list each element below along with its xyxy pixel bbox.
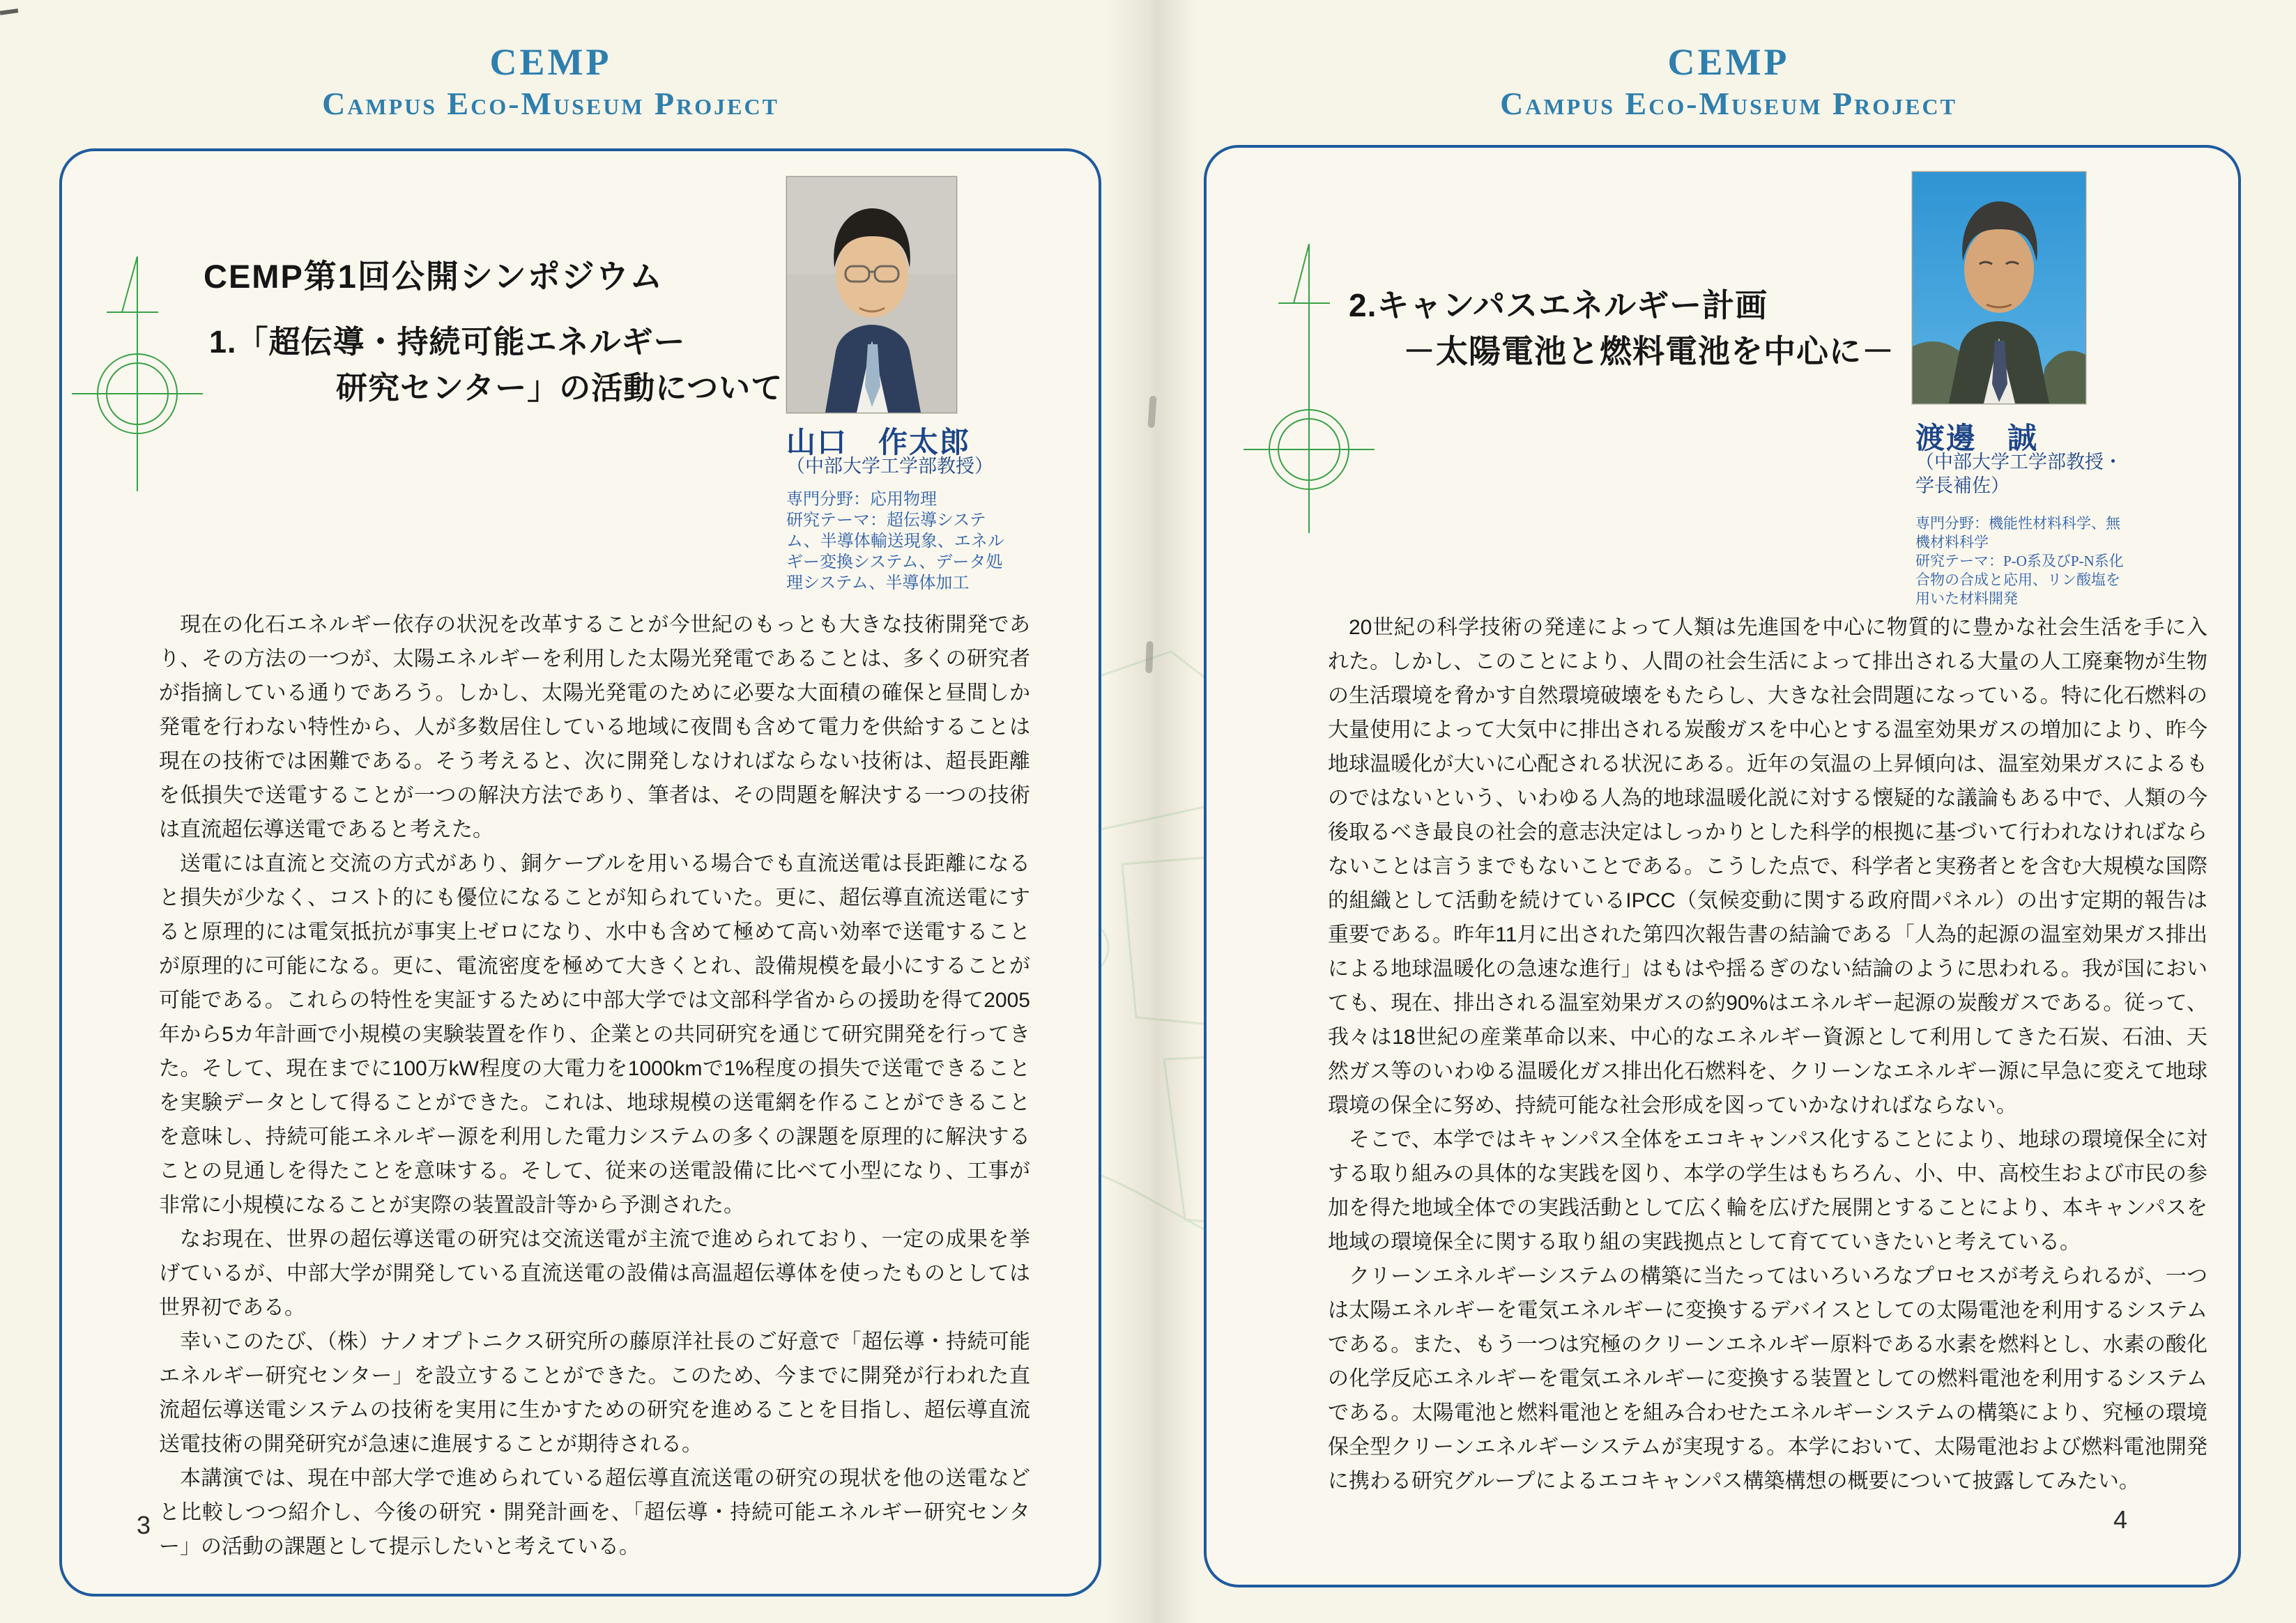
speaker-photo-watanabe xyxy=(1912,171,2086,404)
scan-artifact xyxy=(0,8,18,15)
right-page-header xyxy=(1443,40,2014,122)
paragraph: そこで、本学ではキャンパス全体をエコキャンパス化することにより、地球の環境保全に対する取り組みの具体的な実践を図り、本学の学生はもちろん、小、中、高校生および市民の参加を得た地域全体での実践活動として広く輪を広げた展開とすることにより、本キャンパスを地域の環境保全に関する取り組の実践拠点として育てていきたいと考えている。 xyxy=(1328,1128,2207,1254)
left-lecture-title xyxy=(209,319,783,411)
speaker-affiliation: （中部大学工学部教授） xyxy=(786,456,993,477)
center-fold-shadow xyxy=(1107,0,1197,1623)
left-lecture-title-line1: 1.「超伝導・持続可能エネルギー xyxy=(209,324,686,360)
speaker-research-theme: 研究テーマ：P-O系及びP-N系化合物の合成と応用、リン酸塩を用いた材料開発 xyxy=(1915,553,2124,607)
paragraph: 送電には直流と交流の方式があり、銅ケーブルを用いる場合でも直流送電は長距離になると損失が少なく、コスト的にも優位になることが知られていた。更に、超伝導直流送電にすると原理的には電気抵抗が事実上ゼロになり、水中も含めて極めて高い効率で送電することが原理的に可能になる。更に、電流密度を極めて大きくとれ、設備規模を最小にすることが可能である。これらの特性を実証するために中部大学では文部科学省からの援助を得て2005年から5カ年計画で小規模の実験装置を作り、企業との共同研究を通じて研究開発を行ってきた。そして、現在までに100万kW程度の大電力を1000kmで1%程度の損失で送電できることを実験データとして得ることができた。これは、地球規模の送電網を作ることができることを意味し、持続可能エネルギー源を利用した電力システムの多くの課題を原理的に解決することの見通しを得たことを意味する。そして、従来の送電設備に比べて小型になり、工事が非常に小規模になることが実際の装置設計等から予測された。 xyxy=(159,852,1030,1217)
speaker-profile xyxy=(1915,514,2132,608)
speaker-name: 山口 作太郎 xyxy=(786,427,971,459)
left-lecture-title-line2: 研究センター」の活動について xyxy=(336,370,783,406)
speaker-specialty: 専門分野：応用物理 xyxy=(786,491,937,509)
right-lecture-title-line1: 2.キャンパスエネルギー計画 xyxy=(1349,287,1768,323)
speaker-specialty: 専門分野：機能性材料科学、無機材料科学 xyxy=(1915,515,2120,551)
drafting-registration-mark xyxy=(66,237,220,509)
binding-mark xyxy=(1147,396,1156,429)
page-number-left: 3 xyxy=(137,1511,151,1539)
speaker-photo-yamaguchi xyxy=(786,176,957,413)
speaker-research-theme: 研究テーマ：超伝導システム、半導体輸送現象、エネルギー変換システム、データ処理システム、半導体加工 xyxy=(786,511,1004,592)
left-page-header xyxy=(265,40,836,122)
binding-mark xyxy=(1145,641,1154,673)
speaker-profile xyxy=(786,489,1009,594)
speaker-name: 渡邊 誠 xyxy=(1915,423,2039,455)
paragraph: 現在の化石エネルギー依存の状況を改革することが今世紀のもっとも大きな技術開発であり、その方法の一つが、太陽エネルギーを利用した太陽光発電であることは、多くの研究者が指摘している通りであろう。しかし、太陽光発電のために必要な大面積の確保と昼間しか発電を行わない特性から、人が多数居住している地域に夜間も含めて電力を供給することは現在の技術では困難である。そう考えると、次に開発しなければならない技術は、超長距離を低損失で送電することが一つの解決方法であり、筆者は、その問題を解決する一つの技術は直流超伝導送電であると考えた。 xyxy=(159,613,1030,841)
drafting-registration-mark xyxy=(1238,233,1391,540)
left-symposium-title: CEMP第1回公開シンポジウム xyxy=(204,258,664,295)
paragraph: 本講演では、現在中部大学で進められている超伝導直流送電の研究の現状を他の送電などと比較しつつ紹介し、今後の研究・開発計画を、「超伝導・持続可能エネルギー研究センター」の活動の課題として提示したいと考えている。 xyxy=(159,1467,1030,1558)
paragraph: 幸いこのたび、（株）ナノオプトニクス研究所の藤原洋社長のご好意で「超伝導・持続可能エネルギー研究センター」を設立することができた。このため、今までに開発が行われた直流超伝導送電システムの技術を実用に生かすための研究を進めることを目指し、超伝導直流送電技術の開発研究が急速に進展することが期待される。 xyxy=(159,1330,1030,1456)
paragraph: クリーンエネルギーシステムの構築に当たってはいろいろなプロセスが考えられるが、一つは太陽エネルギーを電気エネルギーに変換するデバイスとしての太陽電池を利用するシステムである。また、もう一つは究極のクリーンエネルギー原料である水素を燃料とし、水素の酸化の化学反応エネルギーを電気エネルギーに変換する装置としての燃料電池を利用するシステムである。太陽電池と燃料電池とを組み合わせたエネルギーシステムの構築により、究極の環境保全型クリーンエネルギーシステムが実現する。本学において、太陽電池および燃料電池開発に携わる研究グループによるエコキャンパス構築構想の概要について披露してみたい。 xyxy=(1328,1265,2207,1493)
right-lecture-title xyxy=(1349,282,1895,374)
cemp-subtitle-text: Campus Eco-Museum Project xyxy=(322,86,779,121)
page-number-right: 4 xyxy=(2113,1505,2128,1534)
cemp-logo-text: CEMP xyxy=(489,41,612,83)
paragraph: なお現在、世界の超伝導送電の研究は交流送電が主流で進められており、一定の成果を挙げているが、中部大学が開発している直流送電の設備は高温超伝導体を使ったものとしては世界初である。 xyxy=(159,1228,1030,1319)
cemp-subtitle-text: Campus Eco-Museum Project xyxy=(1500,86,1957,121)
right-lecture-title-line2: －太陽電池と燃料電池を中心に－ xyxy=(1403,333,1895,369)
paragraph: 20世紀の科学技術の発達によって人類は先進国を中心に物質的に豊かな社会生活を手に入れた。しかし、このことにより、人間の社会生活によって排出される大量の人工廃棄物が生物の生活環境を脅かす自然環境破壊をもたらし、大きな社会問題になっている。特に化石燃料の大量使用によって大気中に排出される炭酸ガスを中心とする温室効果ガスの増加により、昨今地球温暖化が大いに心配される状況にある。近年の気温の上昇傾向は、温室効果ガスによるものではないという、いわゆる人為的地球温暖化説に対する懐疑的な議論もある中で、人類の今後取るべき最良の社会的意志決定はしっかりとした科学的根拠に基づいて行われなければならないことは言うまでもないことである。こうした点で、科学者と実務者とを含む大規模な国際的組織として活動を続けているIPCC（気候変動に関する政府間パネル）の出す定期的報告は重要である。昨年11月に出された第四次報告書の結論である「人為的起源の温室効果ガス排出による地球温暖化の急速な進行」はもはや揺るぎのない結論のように思われる。我が国においても、現在、排出される温室効果ガスの約90%はエネルギー起源の炭酸ガスである。従って、我々は18世紀の産業革命以来、中心的なエネルギー資源として利用してきた石炭、石油、天然ガス等のいわゆる温暖化ガス排出化石燃料を、クリーンなエネルギー源に早急に変えて地球環境の保全に努め、持続可能な社会形成を図っていかなければならない。 xyxy=(1328,616,2207,1117)
speaker-affiliation: （中部大学工学部教授・学長補佐） xyxy=(1915,452,2122,496)
right-body-text xyxy=(1328,610,2207,1498)
cemp-logo-text: CEMP xyxy=(1667,41,1790,83)
left-body-text xyxy=(159,608,1030,1564)
